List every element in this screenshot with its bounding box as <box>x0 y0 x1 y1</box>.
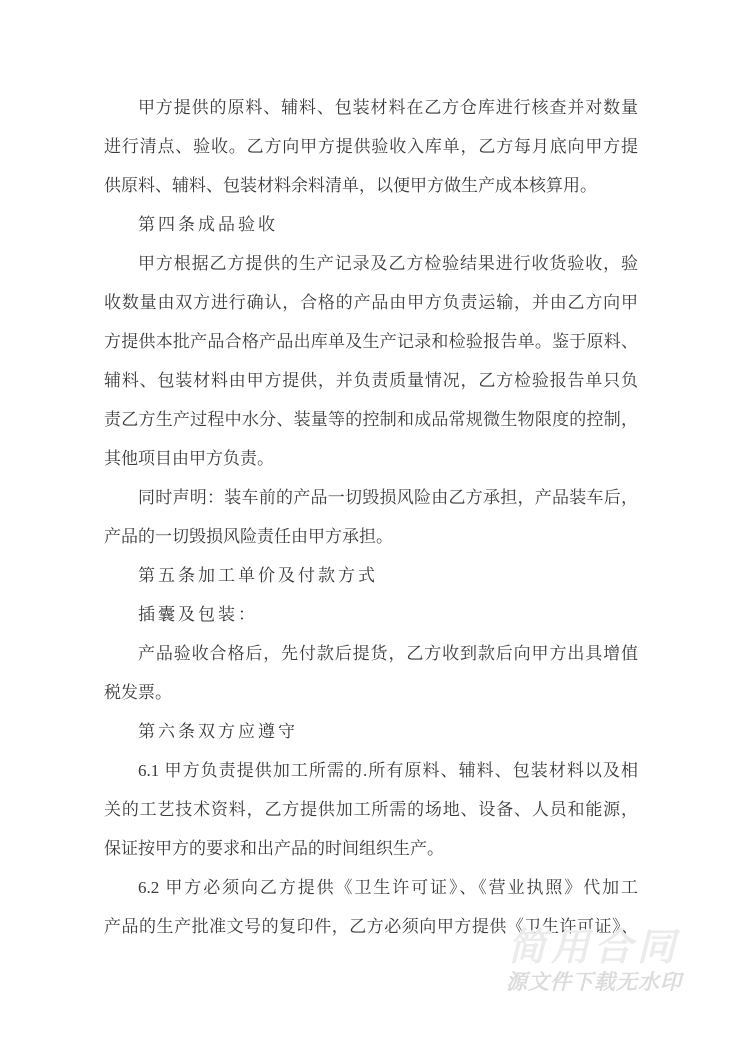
document-line: 甲方根据乙方提供的生产记录及乙方检验结果进行收货验收，验 <box>138 254 638 273</box>
watermark-title: 简用合同 <box>508 927 681 969</box>
document-line: 同时声明：装车前的产品一切毁损风险由乙方承担，产品装车后， <box>138 488 638 507</box>
document-line: 关的工艺技术资料，乙方提供加工所需的场地、设备、人员和能源， <box>104 800 638 819</box>
document-line: 甲方提供的原料、辅料、包装材料在乙方仓库进行核查并对数量 <box>138 98 638 117</box>
document-line: 收数量由双方进行确认，合格的产品由甲方负责运输，并由乙方向甲 <box>104 293 638 312</box>
contract-body <box>104 88 638 946</box>
document-line: 产品的一切毁损风险责任由甲方承担。 <box>104 527 393 546</box>
document-line: 6.1 甲方负责提供加工所需的.所有原料、辅料、包装材料以及相 <box>138 761 638 780</box>
document-line: 供原料、辅料、包装材料余料清单，以便甲方做生产成本核算用。 <box>104 176 597 195</box>
watermark-subtitle: 源文件下载无水印 <box>506 971 682 994</box>
document-line: 方提供本批产品合格产品出库单及生产记录和检验报告单。鉴于原料、 <box>104 332 638 351</box>
document-line: 产品验收合格后，先付款后提货，乙方收到款后向甲方出具增值 <box>138 644 638 663</box>
document-line: 其他项目由甲方负责。 <box>104 449 274 468</box>
clause-heading-5: 第五条加工单价及付款方式 <box>138 566 378 585</box>
document-line: 辅料、包装材料由甲方提供，并负责质量情况，乙方检验报告单只负 <box>104 371 638 390</box>
document-line: 6.2 甲方必须向乙方提供《卫生许可证》、《营业执照》代加工 <box>138 878 638 897</box>
document-line: 责乙方生产过程中水分、装量等的控制和成品常规微生物限度的控制， <box>104 410 638 429</box>
clause-heading-6: 第六条双方应遵守 <box>138 722 298 741</box>
document-line: 进行清点、验收。乙方向甲方提供验收入库单，乙方每月底向甲方提 <box>104 137 638 156</box>
document-line: 产品的生产批准文号的复印件，乙方必须向甲方提供《卫生许可证》、 <box>104 917 638 936</box>
clause-heading-4: 第四条成品验收 <box>138 215 278 234</box>
document-line: 税发票。 <box>104 683 172 702</box>
document-line: 插囊及包装： <box>138 605 258 624</box>
document-line: 保证按甲方的要求和出产品的时间组织生产。 <box>104 839 444 858</box>
